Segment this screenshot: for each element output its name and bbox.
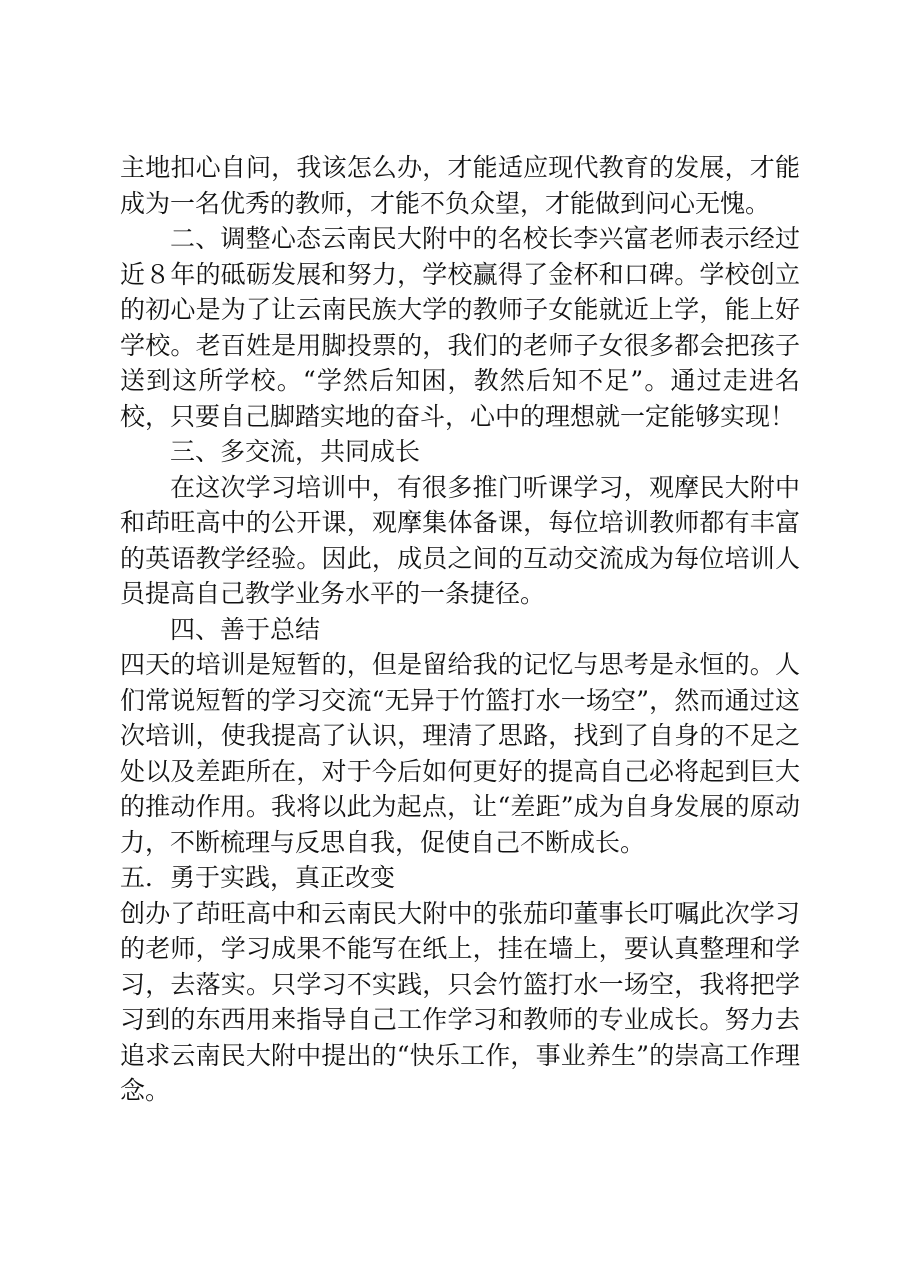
paragraph-section-5: 创办了茚旺高中和云南民大附中的张茄印董事长叮嘱此次学习的老师，学习成果不能写在纸上，挂在墙上，要认真整理和学习，去落实。只学习不实践，只会竹篮打水一场空，我将把学习到的东西用来指导自己工作学习和教师的专业成长。努力去追求云南民大附中提出的“快乐工作，事业养生”的崇高工作理念。 — [120, 898, 800, 1105]
paragraph-continuation: 主地扣心自问，我该怎么办，才能适应现代教育的发展，才能成为一名优秀的教师，才能不负众望，才能做到问心无愧。 — [120, 153, 800, 218]
paragraph-section-2: 二、调整心态云南民大附中的名校长李兴富老师表示经过近８年的砥砺发展和努力，学校赢得了金杯和口碑。学校创立的初心是为了让云南民族大学的教师子女能就近上学，能上好学校。老百姓是用脚投票的，我们的老师子女很多都会把孩子送到这所学校。“学然后知困，教然后知不足”。通过走进名校，只要自己脚踏实地的奋斗，心中的理想就一定能够实现！ — [120, 224, 800, 431]
paragraph-section-4: 四天的培训是短暂的，但是留给我的记忆与思考是永恒的。人们常说短暂的学习交流“无异于竹篮打水一场空”，然而通过这次培训，使我提高了认识，理清了思路，找到了自身的不足之处以及差距所在，对于今后如何更好的提高自己必将起到巨大的推动作用。我将以此为起点，让“差距”成为自身发展的原动力，不断梳理与反思自我，促使自己不断成长。 — [120, 650, 800, 857]
heading-section-3: 三、多交流，共同成长 — [170, 437, 421, 466]
heading-section-4: 四、善于总结 — [170, 614, 321, 644]
document-body — [120, 150, 800, 1109]
heading-section-5: 五．勇于实践，真正改变 — [120, 863, 396, 892]
paragraph-section-3: 在这次学习培训中，有很多推门听课学习，观摩民大附中和茚旺高中的公开课，观摩集体备课，每位培训教师都有丰富的英语教学经验。因此，成员之间的互动交流成为每位培训人员提高自己教学业务水平的一条捷径。 — [120, 472, 800, 608]
